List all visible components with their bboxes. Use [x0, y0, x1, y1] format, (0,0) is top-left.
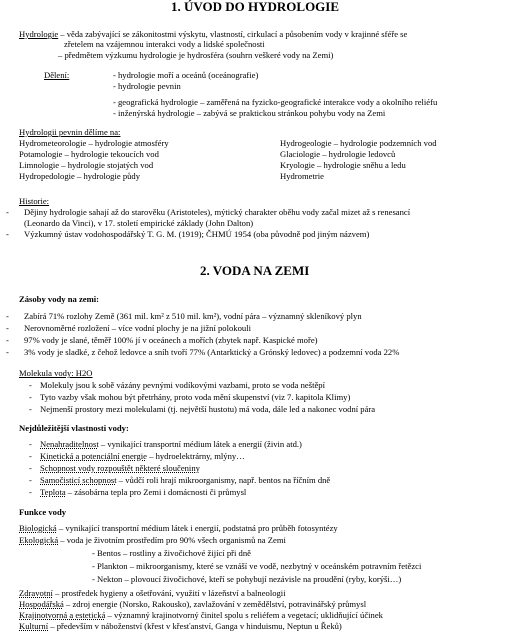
- bullet-dash: -: [29, 439, 32, 449]
- bullet-dash: -: [6, 323, 9, 333]
- funkce-item: [19, 611, 383, 620]
- definition-line-2: zřetelem na vzájemnou interakci vody a lidské společnosti: [64, 39, 265, 49]
- historie-item: Výzkumný ústav vodohospodářský T. G. M. (1919); ČHMÚ 1954 (oba původně pod jiným názvem): [24, 229, 370, 239]
- bullet-dash: -: [29, 475, 32, 485]
- funkce-item: [19, 600, 366, 609]
- bullet-dash: -: [29, 392, 32, 402]
- funkce-text: – voda je životním prostředím pro 90% všech organismů na Zemi: [58, 535, 286, 545]
- definition-line-3: – předmětem výzkumu hydrologie je hydrosféra (souhrn veškeré vody na Zemi): [58, 50, 334, 60]
- bullet-dash: -: [29, 451, 32, 461]
- definition-text: – věda zabývající se zákonitostmi výskytu, vlastností, cirkulací a působením vody v krajinné sféře se: [58, 29, 408, 39]
- pevnin-title: Hydrologii pevnin dělíme na:: [19, 127, 121, 137]
- molekula-item: Tyto vazby však mohou být přetrhány, proto voda mění skupenství (viz 7. kapitola Klimy): [40, 392, 351, 402]
- vlastnost-item: [40, 476, 330, 485]
- funkce-term: Hospodářská: [19, 599, 64, 609]
- pevnin-item: Kryologie – hydrologie sněhu a ledu: [280, 160, 406, 170]
- funkce-text: – vynikající transportní médium látek i energií, podstatná pro průběh fotosyntézy: [56, 523, 338, 533]
- deleni-item: - hydrologie moří a oceánů (oceánografie): [113, 70, 259, 80]
- vlastnost-text: – vynikající transportní médium látek a energií (živin atd.): [98, 439, 302, 449]
- historie-item-cont: (Leonardo da Vinci), v 17. století empirické základy (John Dalton): [24, 218, 254, 228]
- funkce-term: Krajinotvorná a estetická: [19, 610, 106, 620]
- section-title-uvod: 1. ÚVOD DO HYDROLOGIE: [171, 0, 340, 14]
- vlastnosti-title: Nejdůležitější vlastnosti vody:: [19, 423, 129, 433]
- funkce-text: – prostředek hygieny a ošetřování, využití v lázeňství a balneologii: [52, 588, 286, 598]
- funkce-text: – zdroj energie (Norsko, Rakousko), zavlažování v zemědělství, potravinářský průmysl: [63, 599, 367, 609]
- definition-line-1: [19, 30, 407, 39]
- deleni-item: - hydrologie pevnin: [113, 81, 181, 91]
- vlastnost-text: – hydroelektrárny, mlýny…: [146, 451, 245, 461]
- bullet-dash: -: [6, 229, 9, 239]
- vlastnost-text: – vůdčí roli hrají mikroorganismy, např. bentos na říčním dně: [116, 475, 331, 485]
- pevnin-item: Hydropedologie – hydrologie půdy: [19, 171, 141, 181]
- vlastnost-item: [40, 440, 302, 449]
- deleni-item: - geografická hydrologie – zaměřená na fyzicko-geografické interakce vody a okolního reliéfu: [113, 97, 438, 107]
- zasoby-title: Zásoby vody na zemi:: [19, 294, 99, 304]
- bullet-dash: -: [29, 380, 32, 390]
- section-title-voda: 2. VODA NA ZEMI: [200, 263, 310, 278]
- funkce-term: Kulturní: [19, 621, 49, 631]
- vlastnost-text: – zásobárna tepla pro Zemi i domácnosti či průmysl: [65, 487, 247, 497]
- bullet-dash: -: [6, 335, 9, 345]
- vlastnost-term: Schopnost vody rozpouštět některé sloučeniny: [40, 463, 200, 473]
- pevnin-item: Hydrometeorologie – hydrologie atmosféry: [19, 138, 169, 148]
- vlastnost-term: Kinetická a potenciální energie: [40, 451, 147, 461]
- pevnin-item: Hydrometrie: [280, 171, 324, 181]
- pevnin-item: Hydrogeologie – hydrologie podzemních vod: [280, 138, 437, 148]
- bullet-dash: -: [6, 347, 9, 357]
- vlastnost-item: [40, 464, 200, 473]
- vlastnost-term: Nenahraditelnost: [40, 439, 99, 449]
- vlastnost-term: Teplota: [40, 487, 66, 497]
- historie-item: Dějiny hydrologie sahají až do starověku (Aristoteles), mýtický charakter oběhu vody začal mizet až s renesancí: [24, 207, 411, 217]
- funkce-title: Funkce vody: [19, 507, 67, 517]
- zasoby-item: Zabírá 71% rozlohy Země (361 mil. km² z 510 mil. km²), vodní pára – významný skleníkový plyn: [24, 311, 362, 321]
- bullet-dash: -: [6, 207, 9, 217]
- eko-sub-item: - Nekton – plovoucí živočichové, kteří se pohybují nezávisle na proudění (ryby, korýši…): [92, 574, 402, 584]
- vlastnost-term: Samočisticí schopnost: [40, 475, 117, 485]
- pevnin-item: Glaciologie – hydrologie ledovců: [280, 149, 396, 159]
- bullet-dash: -: [6, 311, 9, 321]
- funkce-item: [19, 622, 342, 631]
- funkce-term: Ekologická: [19, 535, 59, 545]
- bullet-dash: -: [29, 404, 32, 414]
- term-hydrologie: Hydrologie: [19, 29, 59, 39]
- historie-title: Historie:: [19, 196, 50, 206]
- bullet-dash: -: [29, 487, 32, 497]
- deleni-label: Dělení:: [44, 70, 70, 80]
- funkce-term: Zdravotní: [19, 588, 53, 598]
- zasoby-item: 97% vody je slané, těměř 100% jí v oceánech a mořích (zbytek např. Kaspické moře): [24, 335, 318, 345]
- molekula-title: Molekula vody: H2O: [19, 368, 93, 378]
- molekula-item: Nejmenší prostory mezi molekulami (tj. největší hustotu) má voda, dále led a nakonec vodní pára: [40, 404, 376, 414]
- eko-sub-item: - Plankton – mikroorganismy, které se vznáší ve vodě, nezbytný v oceánském potravním řetězci: [92, 561, 422, 571]
- deleni-item: - inženýrská hydrologie – zabývá se praktickou stránkou pohybu vody na Zemi: [113, 108, 386, 118]
- bullet-dash: -: [29, 463, 32, 473]
- pevnin-item: Potamologie – hydrologie tekoucích vod: [19, 149, 159, 159]
- funkce-item: [19, 524, 338, 533]
- molekula-item: Molekuly jsou k sobě vázány pevnými vodíkovými vazbami, proto se voda neštěpí: [40, 380, 325, 390]
- funkce-item: [19, 536, 286, 545]
- zasoby-item: 3% vody je sladké, z čehož ledovce a sníh tvoří 77% (Antarktický a Grónský ledovec) a podzemní voda 22%: [24, 347, 400, 357]
- pevnin-item: Limnologie – hydrologie stojatých vod: [19, 160, 154, 170]
- zasoby-item: Nerovnoměrné rozložení – více vodní plochy je na jižní polokouli: [24, 323, 251, 333]
- eko-sub-item: - Bentos – rostliny a živočichové žijící při dně: [92, 548, 251, 558]
- funkce-text: – významný krajinotvorný činitel spolu s reliéfem a vegetací; uklidňující účinek: [105, 610, 383, 620]
- funkce-text: – především v náboženství (křest v křesťanství, Ganga v hinduismu, Neptun u Řeků): [48, 621, 342, 631]
- vlastnost-item: [40, 488, 246, 497]
- funkce-item: [19, 589, 286, 598]
- vlastnost-item: [40, 452, 245, 461]
- funkce-term: Biologická: [19, 523, 57, 533]
